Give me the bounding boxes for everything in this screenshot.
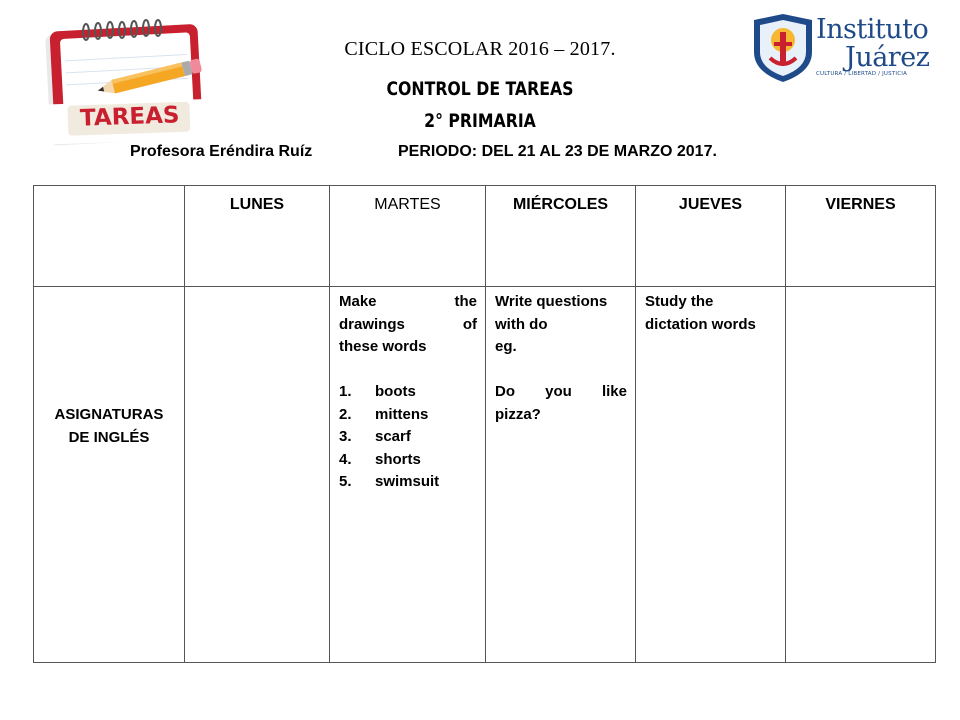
tuesday-intro-line1: Make the [339, 293, 477, 310]
monday-cell [185, 287, 330, 663]
table-header-row [34, 186, 936, 287]
wednesday-line1: Write questions [495, 293, 608, 310]
day-header-thursday: JUEVES [636, 186, 786, 287]
period-range: PERIODO: DEL 21 AL 23 DE MARZO 2017. [398, 143, 717, 160]
institute-motto: CULTURA / LIBERTAD / JUSTICIA [816, 71, 908, 77]
day-header-tuesday: MARTES [330, 186, 486, 287]
list-item: 4. shorts [339, 450, 421, 468]
list-item: 5. swimsuit [339, 473, 440, 490]
day-header-wednesday: MIÉRCOLES [486, 186, 636, 287]
friday-cell [786, 287, 936, 663]
list-item: 3. scarf [339, 428, 411, 445]
day-header-monday: LUNES [185, 186, 330, 287]
institute-name-line1: Instituto [816, 14, 929, 45]
subject-line2: DE INGLÉS [68, 428, 150, 446]
teacher-name: Profesora Eréndira Ruíz [130, 143, 313, 160]
institute-name-line2: Juárez [845, 42, 930, 73]
subject-cell [34, 287, 185, 663]
tareas-label: TAREAS [79, 102, 180, 132]
thursday-cell [636, 287, 786, 663]
grade-level: 2° PRIMARIA [424, 110, 536, 132]
tuesday-cell [330, 287, 486, 663]
vocabulary-list [339, 381, 477, 494]
wednesday-line3: eg. [495, 338, 517, 355]
list-item: 1. boots [339, 383, 416, 400]
table-row [34, 287, 936, 663]
wednesday-line5: pizza? [495, 405, 541, 423]
thursday-line2: dictation words [645, 315, 756, 333]
corner-cell [34, 186, 185, 287]
school-cycle: CICLO ESCOLAR 2016 – 2017. [344, 38, 616, 60]
subject-line1: ASIGNATURAS [54, 406, 164, 423]
wednesday-line4: Do you like [495, 383, 627, 400]
page-title: CONTROL DE TAREAS [386, 78, 574, 100]
thursday-line1: Study the [645, 293, 714, 310]
day-header-friday: VIERNES [786, 186, 936, 287]
tuesday-intro-line3: these words [339, 338, 427, 355]
wednesday-line2: with do [495, 315, 548, 333]
homework-table [33, 185, 936, 663]
wednesday-cell [486, 287, 636, 663]
list-item: 2. mittens [339, 405, 429, 423]
tuesday-intro-line2: drawings of [339, 315, 477, 333]
